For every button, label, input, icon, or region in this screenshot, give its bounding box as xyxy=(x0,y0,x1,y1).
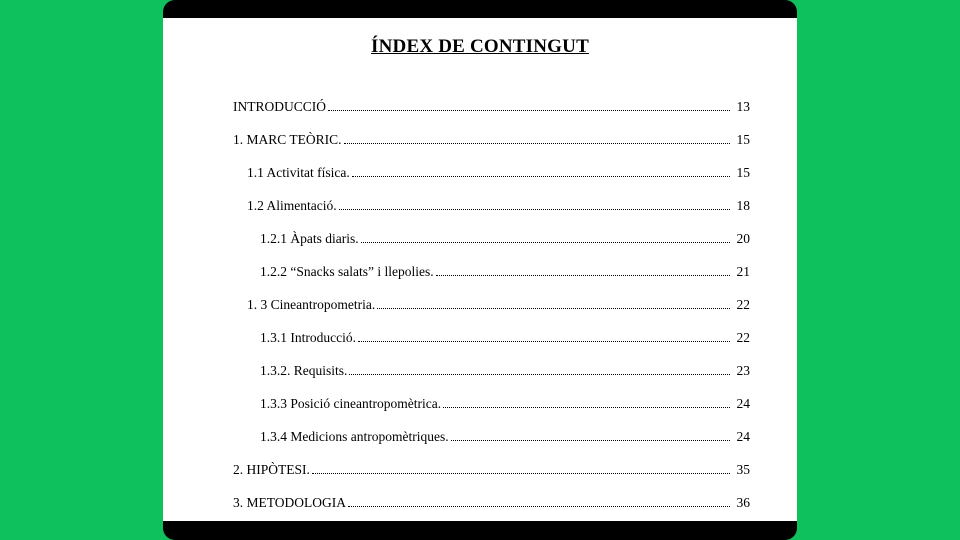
toc-entry[interactable] xyxy=(260,230,750,248)
toc-entry-label: 1.3.4 Medicions antropomètriques. xyxy=(260,429,449,444)
toc-page-number: 22 xyxy=(736,330,750,345)
toc-page-number: 20 xyxy=(736,231,750,246)
toc-entry-label: 1.2.2 “Snacks salats” i llepolies. xyxy=(260,264,434,279)
toc-entry[interactable] xyxy=(233,98,750,116)
toc-entry-label: 1.3.2. Requisits. xyxy=(260,363,348,378)
toc-dot-leader xyxy=(344,131,730,144)
toc-dot-leader xyxy=(436,263,730,276)
toc-title: ÍNDEX DE CONTINGUT xyxy=(371,36,589,57)
toc-dot-leader xyxy=(339,197,730,210)
toc-page-number: 24 xyxy=(736,396,750,411)
toc-entry-label: 1.3.1 Introducció. xyxy=(260,330,356,345)
toc-page-number: 15 xyxy=(736,132,750,147)
toc-page-number: 23 xyxy=(736,363,750,378)
toc-page-number: 18 xyxy=(736,198,750,213)
toc-dot-leader xyxy=(358,329,730,342)
toc-dot-leader xyxy=(443,395,730,408)
toc-page-number: 15 xyxy=(736,165,750,180)
toc-entry-label: INTRODUCCIÓ xyxy=(233,99,326,114)
toc-entry[interactable] xyxy=(233,494,750,512)
document-frame xyxy=(163,0,797,540)
toc-page-number: 13 xyxy=(736,99,750,114)
toc-page-number: 21 xyxy=(736,264,750,279)
toc-dot-leader xyxy=(348,494,730,507)
toc-entry[interactable] xyxy=(260,362,750,380)
toc-entry-label: 1. 3 Cineantropometria. xyxy=(247,297,376,312)
toc-dot-leader xyxy=(328,98,730,111)
toc-entry[interactable] xyxy=(233,131,750,149)
toc-entry-label: 1.1 Activitat física. xyxy=(247,165,350,180)
toc-entry-label: 1.2 Alimentació. xyxy=(247,198,337,213)
toc-page-number: 35 xyxy=(736,462,750,477)
toc-entry[interactable] xyxy=(260,263,750,281)
toc-dot-leader xyxy=(352,164,730,177)
toc-entry-label: 1.2.1 Àpats diaris. xyxy=(260,231,359,246)
toc-dot-leader xyxy=(451,428,730,441)
toc-page-number: 36 xyxy=(736,495,750,510)
toc-entry[interactable] xyxy=(260,329,750,347)
toc-entry[interactable] xyxy=(260,428,750,446)
toc-page-number: 24 xyxy=(736,429,750,444)
toc-page-number: 22 xyxy=(736,297,750,312)
toc-dot-leader xyxy=(377,296,730,309)
toc-entry-label: 1.3.3 Posició cineantropomètrica. xyxy=(260,396,442,411)
toc-entry[interactable] xyxy=(260,395,750,413)
toc-dot-leader xyxy=(349,362,730,375)
toc-entry-label: 3. METODOLOGIA xyxy=(233,495,346,510)
toc-entry[interactable] xyxy=(247,164,750,182)
document-page xyxy=(163,18,797,521)
toc-entry[interactable] xyxy=(247,197,750,215)
toc-entry-label: 1. MARC TEÒRIC. xyxy=(233,132,342,147)
toc-entry[interactable] xyxy=(247,296,750,314)
toc-entry[interactable] xyxy=(233,461,750,479)
toc-dot-leader xyxy=(361,230,730,243)
toc-entry-label: 2. HIPÒTESI. xyxy=(233,462,310,477)
toc-dot-leader xyxy=(312,461,730,474)
